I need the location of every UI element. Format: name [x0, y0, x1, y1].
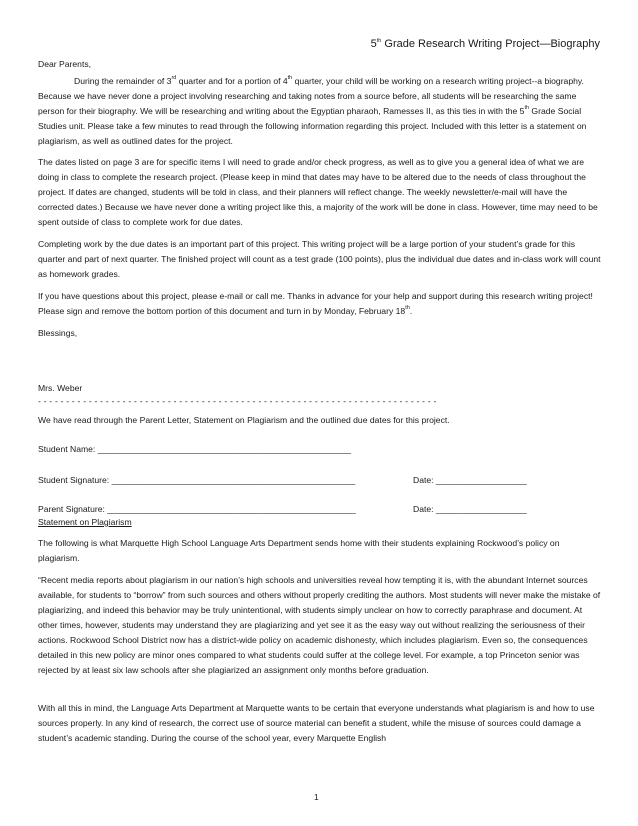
- signature-name: Mrs. Weber: [38, 383, 83, 393]
- paragraph-3: Completing work by the due dates is an important part of this project. This writing project will be a large portion of your student’s grade for this quarter and part of next quarter. The finished project will count as a test grade (100 points), plus the individual due dates and in-class work will count as homework grades.: [38, 239, 601, 279]
- paragraph-4: If you have questions about this project, please e-mail or call me. Thanks in advance for your help and support during this research writing project! Please sign and remove the bottom portion of this document and turn in by Monday, February 18th.: [38, 291, 593, 316]
- title-grade-number: 5: [370, 38, 377, 50]
- plagiarism-paragraph-2: “Recent media reports about plagiarism in our nation’s high schools and universities reveal how tempting it is, with the abundant Internet sources available, for students to “borrow” from such sources and others without properly crediting the authors. Most students will never make the mistake of plagiarizing, and indeed this behavior may be truly unintentional, with students simply unclear on how to correctly paraphrase and document. At other times, however, students may understand they are plagiarizing and yet see it as the easy way out without realizing the seriousness of their actions. Rockwood School District now has a district-wide policy on academic dishonesty, which includes plagiarism. Even so, the consequences detailed in this new policy are minor ones compared to what students could suffer at the college level. For example, a top Princeton senior was rejected by at least six law schools after she plagiarized an assignment only months before graduation.: [38, 575, 601, 675]
- parent-date-line: Date: ___________________: [413, 504, 527, 514]
- student-date-line: Date: ___________________: [413, 475, 527, 485]
- title-superscript: th: [376, 38, 382, 44]
- page-number: 1: [314, 792, 319, 802]
- document-title: [371, 38, 600, 50]
- plagiarism-paragraph-3: With all this in mind, the Language Arts Department at Marquette wants to be certain that everyone understands what plagiarism is and how to use sources properly. In any kind of research, the correct use of source material can benefit a student, while the misuse of sources could damage a student’s academic standing. During the course of the school year, every Marquette English: [38, 703, 595, 743]
- cut-line: - - - - - - - - - - - - - - - - - - - - - - - - - - - - - - - - - - - - - - - - - - - - - - - - - - - - - - - - - - - - - - - - - - - - - - -: [38, 396, 437, 406]
- closing: Blessings,: [38, 328, 78, 338]
- paragraph-1: During the remainder of 3rd quarter and for a portion of 4th quarter, your child will be working on a research writing project--a biography. Because we have never done a project involving researching and taking notes from a source before, all students will be researching the same person for their biography. We will be researching and writing about the Egyptian pharaoh, Ramesses II, as this ties in with the 5th Grade Social Studies unit. Please take a few minutes to read through the following information regarding this project. Included with this letter is a statement on plagiarism, as well as outlined dates for the project.: [38, 75, 587, 146]
- salutation: Dear Parents,: [38, 59, 92, 69]
- acknowledgement: We have read through the Parent Letter, Statement on Plagiarism and the outlined due dates for this project.: [38, 415, 450, 425]
- title-text: Grade Research Writing Project—Biography: [381, 38, 600, 50]
- parent-signature-line: Parent Signature: ____________________________________________________: [38, 504, 356, 514]
- paragraph-2: The dates listed on page 3 are for specific items I will need to grade and/or check progress, as well as to give you a general idea of what we are doing in class to complete the research project. (Please keep in mind that dates may have to be altered due to the needs of class throughout the project. If dates are changed, students will be told in class, and their planners will reflect change. The weekly newsletter/e-mail will have the corrected dates.) Because we have never done a writing project like this, a majority of the work will be done in class. However, time may need to be spent outside of class to complete work for due dates.: [38, 157, 598, 227]
- plagiarism-heading: Statement on Plagiarism: [38, 517, 132, 527]
- student-name-line: Student Name: _____________________________________________________: [38, 444, 352, 454]
- student-signature-line: Student Signature: ___________________________________________________: [38, 475, 356, 485]
- plagiarism-paragraph-1: The following is what Marquette High School Language Arts Department sends home with their students explaining Rockwood’s policy on plagiarism.: [38, 538, 560, 563]
